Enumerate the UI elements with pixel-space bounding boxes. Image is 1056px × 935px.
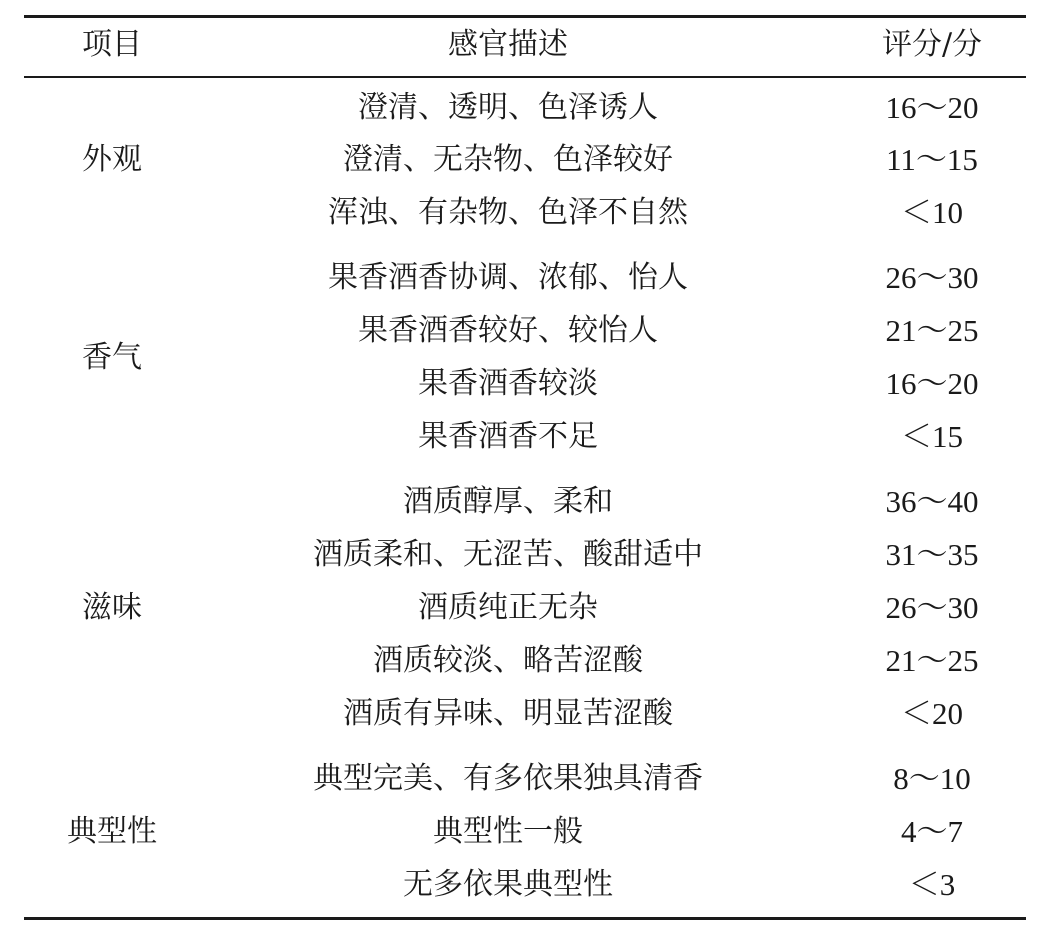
table-row-description: 果香酒香不足 [418,419,598,454]
table-row-score: 26～30 [885,260,979,295]
table-row-score: 11～15 [886,142,978,177]
group-item-taste: 滋味 [82,590,142,625]
table-row-description: 酒质有异味、明显苦涩酸 [343,696,673,731]
table-row-description: 澄清、无杂物、色泽较好 [343,142,673,177]
header-description: 感官描述 [448,27,568,62]
table-row-score: 36～40 [885,484,979,519]
table-top-rule [24,15,1026,18]
table-header-rule [24,76,1026,78]
group-item-typicality: 典型性 [67,814,157,849]
table-row-description: 浑浊、有杂物、色泽不自然 [328,195,688,230]
table-row-score: 4～7 [901,814,963,849]
table-row-score: ＜20 [901,696,963,731]
table-row-score: ＜15 [901,419,963,454]
table-row-score: 16～20 [885,90,979,125]
table-row-description: 澄清、透明、色泽诱人 [358,90,658,125]
table-row-score: 8～10 [893,761,971,796]
table-row-description: 酒质柔和、无涩苦、酸甜适中 [313,537,703,572]
table-row-description: 酒质纯正无杂 [418,590,598,625]
table-row-score: 31～35 [885,537,979,572]
header-item: 项目 [82,27,142,62]
table-bottom-rule [24,917,1026,920]
table-row-score: ＜10 [901,195,963,230]
group-item-aroma: 香气 [82,340,142,375]
header-score: 评分/分 [881,27,983,62]
table-row-description: 果香酒香协调、浓郁、怡人 [328,260,688,295]
table-row-score: 26～30 [885,590,979,625]
table-row-description: 典型性一般 [433,814,583,849]
table-row-score: ＜3 [908,867,956,902]
table-row-description: 酒质较淡、略苦涩酸 [373,643,643,678]
table-row-description: 果香酒香较淡 [418,366,598,401]
table-row-score: 21～25 [885,643,979,678]
table-row-description: 酒质醇厚、柔和 [403,484,613,519]
table-row-score: 21～25 [885,313,979,348]
table-row-score: 16～20 [885,366,979,401]
group-item-appearance: 外观 [82,142,142,177]
table-row-description: 无多依果典型性 [403,867,613,902]
table-row-description: 典型完美、有多依果独具清香 [313,761,703,796]
table-row-description: 果香酒香较好、较怡人 [358,313,658,348]
